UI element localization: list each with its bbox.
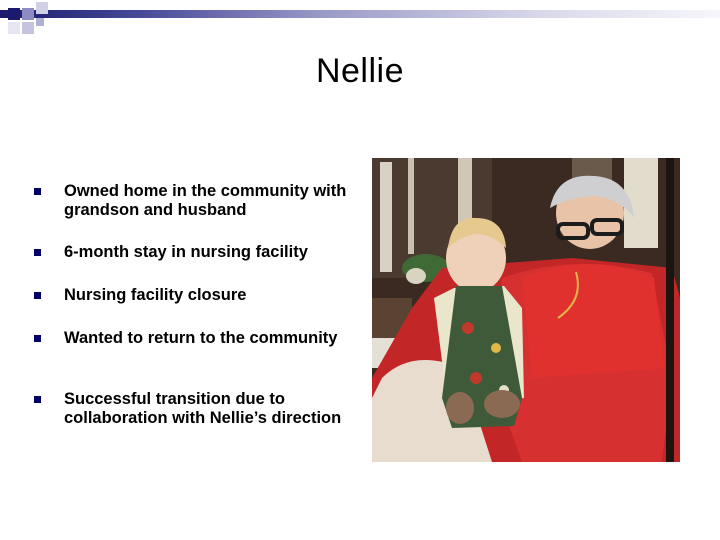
- deco-square-5: [8, 22, 20, 34]
- deco-square-3: [36, 2, 48, 14]
- deco-square-2: [22, 8, 34, 20]
- square-bullet-icon: [34, 188, 41, 195]
- bullet-text: 6-month stay in nursing facility: [64, 243, 308, 261]
- slide-title: Nellie: [315, 52, 405, 90]
- square-bullet-icon: [34, 335, 41, 342]
- header-gradient-bar: [0, 10, 720, 18]
- bullet-text: Successful transition due to collaboration with Nellie’s direction: [64, 390, 342, 427]
- bullet-text: Owned home in the community with grandson and husband: [64, 182, 347, 219]
- deco-square-6: [36, 18, 44, 26]
- deco-square-1: [8, 8, 20, 20]
- deco-square-4: [22, 22, 34, 34]
- nellie-photo: [372, 158, 680, 462]
- bullet-text: Wanted to return to the community: [64, 329, 338, 347]
- square-bullet-icon: [34, 249, 41, 256]
- bullet-text: Nursing facility closure: [64, 286, 247, 304]
- square-bullet-icon: [34, 292, 41, 299]
- square-bullet-icon: [34, 396, 41, 403]
